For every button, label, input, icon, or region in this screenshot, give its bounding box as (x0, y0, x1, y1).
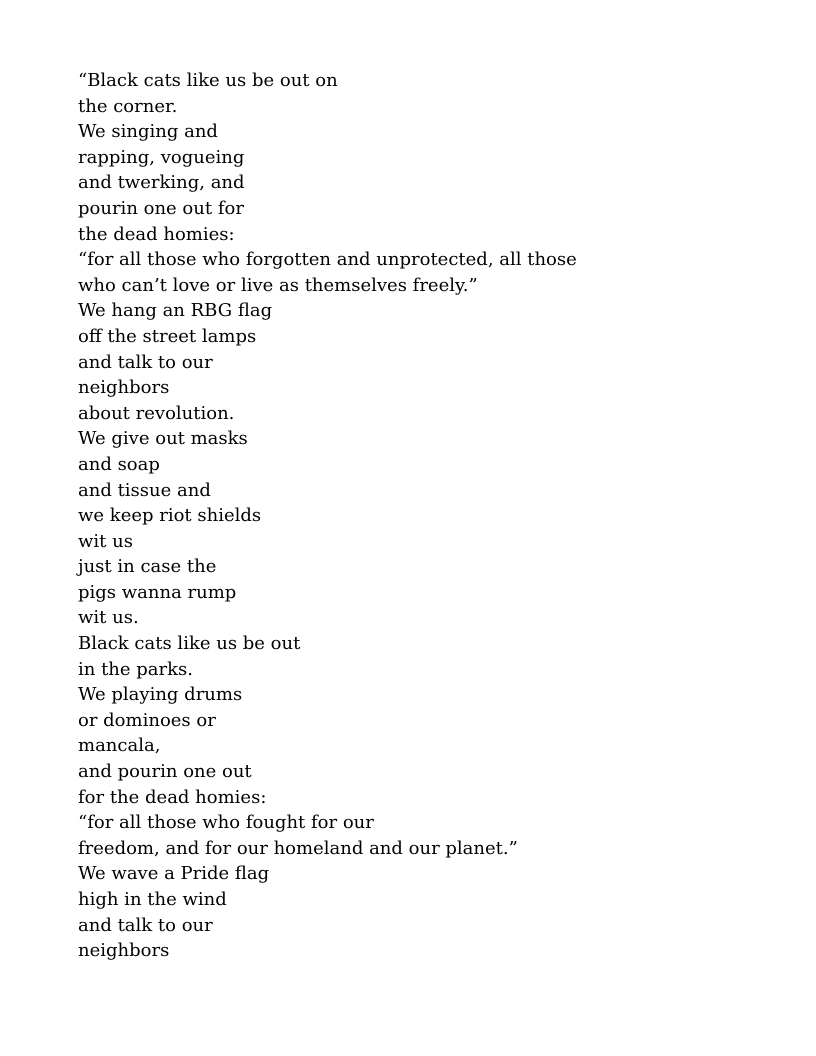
poem-line: the corner. (78, 95, 178, 117)
poem-line: and pourin one out (78, 761, 252, 783)
poem-line: “for all those who fought for our (78, 812, 374, 834)
poem-line: we keep riot shields (78, 505, 262, 527)
poem-line: We give out masks (78, 428, 248, 450)
poem-line: just in case the (78, 556, 217, 578)
poem-line: pourin one out for (78, 197, 244, 219)
poem-line: who can’t love or live as themselves freely.” (78, 274, 478, 296)
poem-line: or dominoes or (78, 709, 216, 731)
poem-line: neighbors (78, 940, 170, 962)
poem-line: We singing and (78, 121, 218, 143)
poem-line: “Black cats like us be out on (78, 70, 338, 91)
poem-line: and talk to our (78, 351, 213, 373)
poem-line: in the parks. (78, 658, 193, 680)
poem-line: Black cats like us be out (78, 633, 301, 655)
poem-body (78, 68, 778, 964)
poem-line: and soap (78, 453, 160, 475)
poem-line: mancala, (78, 735, 161, 757)
poem-line: off the street lamps (78, 325, 257, 347)
poem-line: wit us (78, 530, 133, 552)
poem-line: “for all those who forgotten and unprotected, all those (78, 249, 577, 271)
poem-line: wit us. (78, 607, 139, 629)
poem-line: rapping, vogueing (78, 146, 245, 168)
poem-line: for the dead homies: (78, 786, 267, 808)
poem-line: the dead homies: (78, 223, 235, 245)
poem-line: high in the wind (78, 889, 227, 910)
poem-line: about revolution. (78, 402, 235, 424)
poem-line: and talk to our (78, 914, 213, 936)
poem-line: and twerking, and (78, 172, 245, 194)
poem-line: We playing drums (78, 684, 243, 706)
poem-line: neighbors (78, 377, 170, 399)
poem-line: and tissue and (78, 479, 211, 501)
poem-line: pigs wanna rump (78, 581, 237, 603)
poem-line: freedom, and for our homeland and our planet.” (78, 837, 518, 859)
poem-line: We hang an RBG flag (78, 300, 273, 322)
poem-line: We wave a Pride flag (78, 863, 270, 885)
